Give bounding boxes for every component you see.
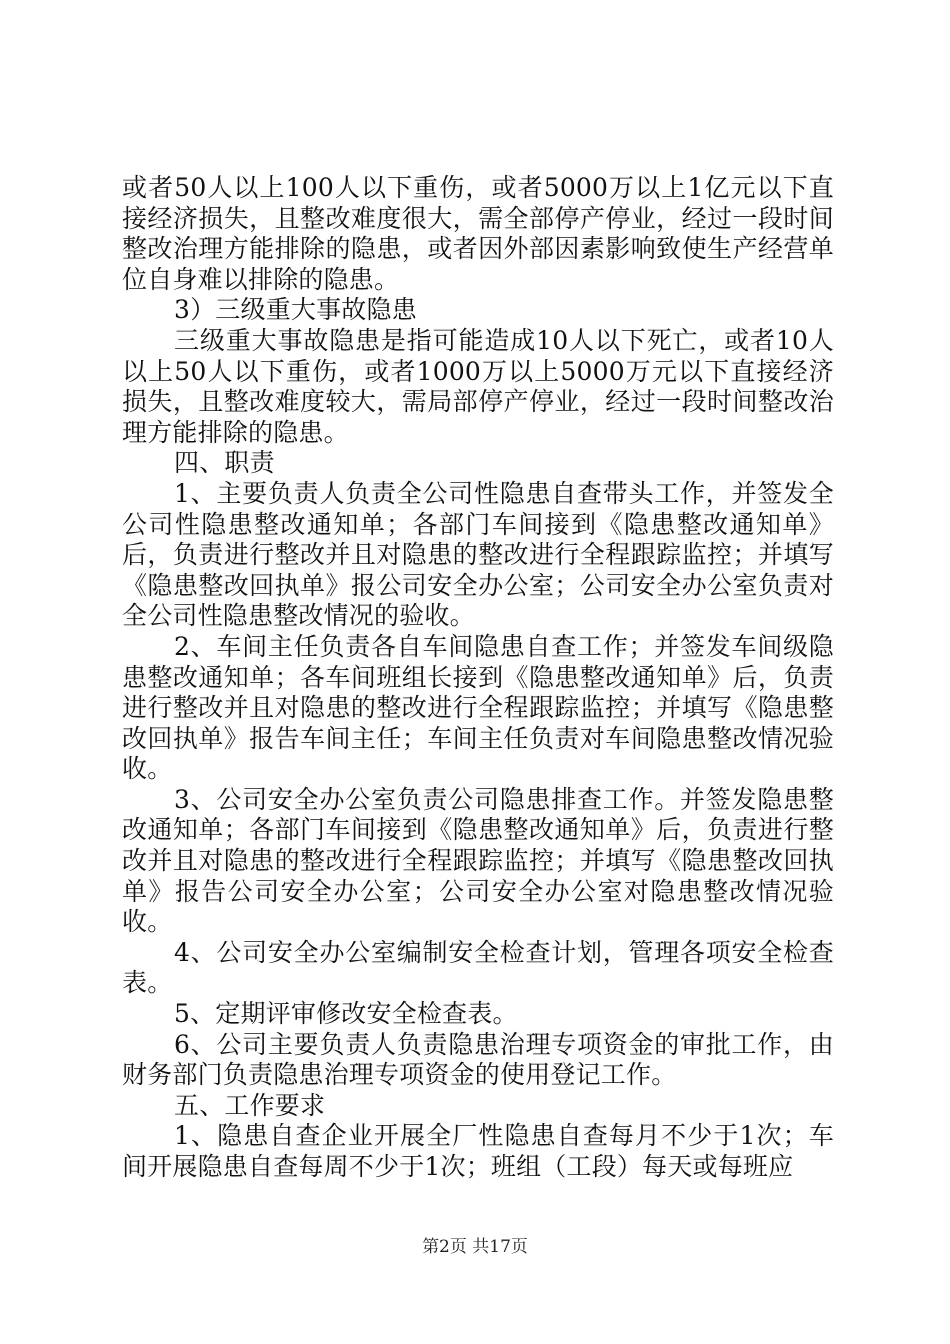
paragraph-responsibility-5: 5、定期评审修改安全检查表。 xyxy=(174,999,518,1029)
paragraph-responsibility-2: 2、车间主任负责各自车间隐患自查工作；并签发车间级隐患整改通知单；各车间班组长接到《隐患整改通知单》后，负责进行整改并且对隐患的整改进行全程跟踪监控；并填写《隐患整改回执单》报告车间主任；车间主任负责对车间隐患整改情况验收。 xyxy=(122,631,834,784)
paragraph-responsibility-3: 3、公司安全办公室负责公司隐患排查工作。并签发隐患整改通知单；各部门车间接到《隐患整改通知单》后，负责进行整改并且对隐患的整改进行全程跟踪监控；并填写《隐患整改回执单》报告公司安全办公室；公司安全办公室对隐患整改情况验收。 xyxy=(122,784,834,937)
document-body xyxy=(122,173,834,1183)
section-heading-work-requirements: 五、工作要求 xyxy=(174,1090,326,1120)
paragraph-requirement-1: 1、隐患自查企业开展全厂性隐患自查每月不少于1次；车间开展隐患自查每周不少于1次；班组（工段）每天或每班应 xyxy=(122,1121,834,1181)
section-heading-responsibilities: 四、职责 xyxy=(174,448,275,478)
paragraph-responsibility-4: 4、公司安全办公室编制安全检查计划，管理各项安全检查表。 xyxy=(122,937,834,998)
paragraph-continuation: 或者50人以上100人以下重伤，或者5000万以上1亿元以下直接经济损失，且整改难度很大，需全部停产停业，经过一段时间整改治理方能排除的隐患，或者因外部因素影响致使生产经营单位自身难以排除的隐患。 xyxy=(122,173,834,294)
subheading-level-three-hazard: 3）三级重大事故隐患 xyxy=(174,295,417,325)
paragraph-level-three-definition: 三级重大事故隐患是指可能造成10人以下死亡，或者10人以上50人以下重伤，或者1000万以上5000万元以下直接经济损失，且整改难度较大，需局部停产停业，经过一段时间整改治理方能排除的隐患。 xyxy=(122,325,834,447)
page-number-footer: 第2页 共17页 xyxy=(422,1237,528,1257)
paragraph-responsibility-6: 6、公司主要负责人负责隐患治理专项资金的审批工作，由财务部门负责隐患治理专项资金的使用登记工作。 xyxy=(122,1029,834,1090)
paragraph-responsibility-1: 1、主要负责人负责全公司性隐患自查带头工作，并签发全公司性隐患整改通知单；各部门车间接到《隐患整改通知单》后，负责进行整改并且对隐患的整改进行全程跟踪监控；并填写《隐患整改回执单》报公司安全办公室；公司安全办公室负责对全公司性隐患整改情况的验收。 xyxy=(122,478,834,631)
